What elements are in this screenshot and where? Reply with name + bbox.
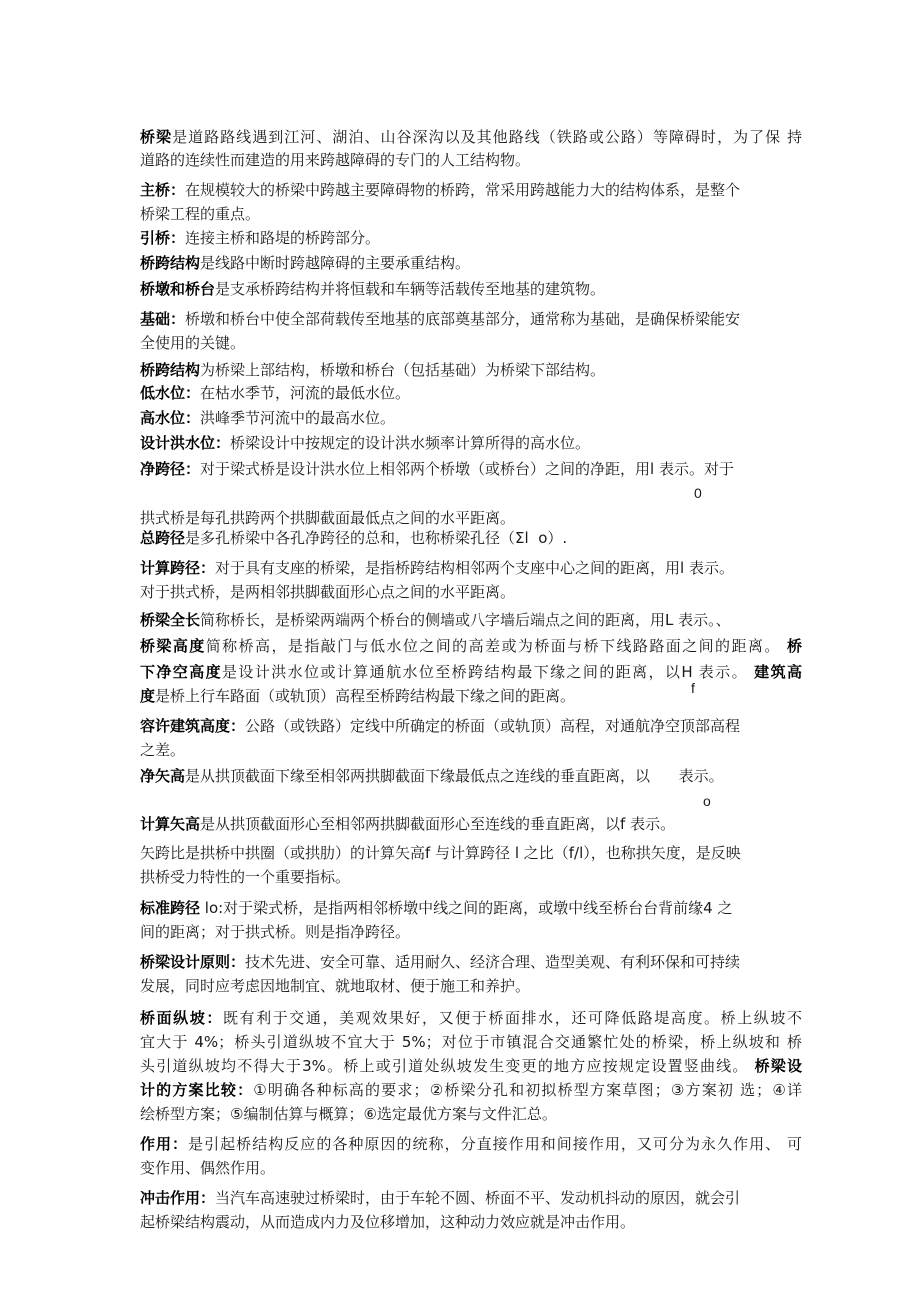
text-line: [140, 150, 802, 170]
subscript-label: f: [691, 680, 695, 696]
term-heading: 引桥：: [140, 229, 186, 247]
line-text: 技术先进、安全可靠、适用耐久、经济合理、造型美观、有利环保和可持续: [245, 953, 741, 971]
line-text: 起桥梁结构震动，从而造成内力及位移增加，这种动力效应就是冲击作用。: [140, 1213, 636, 1231]
text-line: [140, 333, 802, 353]
term-heading: 度: [140, 687, 156, 705]
line-text: 当汽车高速驶过桥梁时，由于车轮不圆、桥面不平、发动机抖动的原因，就会引: [215, 1189, 741, 1207]
text-line: [140, 1008, 802, 1028]
term-heading: 桥梁全长: [140, 611, 201, 629]
term-heading: 桥跨结构: [140, 361, 201, 379]
term-heading: 容许建筑高度：: [140, 717, 246, 735]
line-text: 是引起桥结构反应的各种原因的统称，分直接作用和间接作用，又可分为永久作用、 可: [188, 1135, 802, 1153]
line-text: 是支承桥跨结构并将恒载和车辆等活载传至地基的建筑物。: [215, 280, 606, 298]
line-text: 拱式桥是每孔拱跨两个拱脚截面最低点之间的水平距离。: [140, 509, 516, 527]
text-line: [140, 459, 802, 479]
line-text: 绘桥型方案；⑤编制估算与概算；⑥选定最优方案与文件汇总。: [140, 1105, 557, 1123]
text-line: [140, 383, 802, 403]
text-line: [140, 867, 802, 887]
term-heading: 计算跨径：: [140, 559, 216, 577]
term-heading: 桥: [786, 637, 802, 655]
term-heading: 冲击作用：: [140, 1189, 216, 1207]
subscript-label: o: [703, 793, 711, 809]
text-line: [140, 843, 802, 863]
line-text: 桥梁设计中按规定的设计洪水频率计算所得的高水位。: [230, 434, 591, 452]
term-heading: 净矢高: [140, 767, 186, 785]
text-line: [140, 662, 802, 682]
line-text: 发展，同时应考虑因地制宜、就地取材、便于施工和养护。: [140, 977, 531, 995]
text-line: [140, 1158, 802, 1178]
text-line: [140, 360, 802, 380]
text-line: [140, 1212, 802, 1232]
line-text: 对于梁式桥是设计洪水位上相邻两个桥墩（或桥台）之间的净距，用l 表示。对于: [200, 460, 734, 478]
line-text: 简称桥长，是桥梁两端两个桥台的侧墙或八字墙后端点之间的距离，用L 表示。、: [200, 611, 731, 629]
text-line: [140, 582, 802, 602]
line-text: 对于具有支座的桥梁，是指桥跨结构相邻两个支座中心之间的距离，用l 表示。: [215, 559, 734, 577]
text-line: [140, 1032, 802, 1052]
line-text: 拱桥受力特性的一个重要指标。: [140, 868, 351, 886]
line-text: 之差。: [140, 741, 186, 759]
text-line: [140, 766, 802, 786]
term-heading: 主桥：: [140, 181, 186, 199]
text-line: [140, 976, 802, 996]
term-heading: 下净空高度: [140, 663, 223, 681]
line-text: 连接主桥和路堤的桥跨部分。: [185, 229, 381, 247]
text-line: [140, 716, 802, 736]
text-line: [140, 610, 802, 630]
term-heading: 计的方案比较：: [140, 1081, 254, 1099]
line-text: 在规模较大的桥梁中跨越主要障碍物的桥跨，常采用跨越能力大的结构体系，是整个: [185, 181, 741, 199]
line-text: 宜大于 4%；桥头引道纵坡不宜大于 5%；对位于市镇混合交通繁忙处的桥梁，桥上纵坡和 桥: [140, 1033, 802, 1051]
term-heading: 标准跨径: [140, 899, 201, 917]
line-text: 矢跨比是拱桥中拱圈（或拱肋）的计算矢高f 与计算跨径 l 之比（f/l），也称拱矢度，是反映: [140, 844, 741, 862]
line-text: 公路（或铁路）定线中所确定的桥面（或轨顶）高程，对通航净空顶部高程: [245, 717, 741, 735]
text-line: [140, 433, 802, 453]
text-line: [140, 740, 802, 760]
text-line: [140, 228, 802, 248]
text-line: [140, 636, 802, 656]
term-heading: 作用：: [140, 1135, 189, 1153]
line-text: 是道路路线遇到江河、湖泊、山谷深沟以及其他路线（铁路或公路）等障碍时，为了保 持: [172, 128, 802, 146]
term-heading: 桥梁高度: [140, 637, 206, 655]
line-text: 桥梁工程的重点。: [140, 205, 261, 223]
term-heading: 总跨径: [140, 529, 186, 547]
subscript-label: 0: [694, 485, 702, 501]
term-heading: 净跨径：: [140, 460, 201, 478]
line-text: 简称桥高，是指敲门与低水位之间的高差或为桥面与桥下线路路面之间的距离。: [205, 637, 787, 655]
text-line: [140, 922, 802, 942]
text-line: [140, 309, 802, 329]
line-text: 变作用、偶然作用。: [140, 1159, 276, 1177]
text-line: [140, 1104, 802, 1124]
text-line: [140, 1134, 802, 1154]
term-heading: 设计洪水位：: [140, 434, 231, 452]
term-heading: 桥面纵坡：: [140, 1009, 223, 1027]
text-line: [140, 180, 802, 200]
term-heading: 建筑高: [754, 663, 802, 681]
term-heading: 桥梁设计原则：: [140, 953, 246, 971]
text-line: [140, 814, 802, 834]
text-line: [140, 204, 802, 224]
term-heading: 桥跨结构: [140, 254, 201, 272]
text-line: [140, 279, 802, 299]
term-heading: 高水位：: [140, 409, 201, 427]
line-text: 是线路中断时跨越障碍的主要承重结构。: [200, 254, 471, 272]
text-line: [140, 127, 802, 147]
text-line: [140, 408, 802, 428]
term-heading: 桥墩和桥台: [140, 280, 216, 298]
term-heading: 桥梁设: [754, 1057, 802, 1075]
term-heading: 基础：: [140, 310, 186, 328]
line-text: 是设计洪水位或计算通航水位至桥跨结构最下缘之间的距离，以H 表示。: [222, 663, 755, 681]
text-line: [140, 898, 802, 918]
line-text: 对于拱式桥，是两相邻拱脚截面形心点之间的水平距离。: [140, 583, 516, 601]
line-text: 是从拱顶截面形心至相邻两拱脚截面形心至连线的垂直距离，以f 表示。: [200, 815, 676, 833]
line-text: 桥墩和桥台中使全部荷载传至地基的底部奠基部分，通常称为基础，是确保桥梁能安: [185, 310, 741, 328]
term-heading: 桥梁: [140, 128, 173, 146]
text-line: [140, 558, 802, 578]
line-text: 是从拱顶截面下缘至相邻两拱脚截面下缘最低点之连线的垂直距离，以 表示。: [185, 767, 724, 785]
line-text: lo:对于梁式桥，是指两相邻桥墩中线之间的距离，或墩中线至桥台台背前缘4 之: [200, 899, 733, 917]
line-text: 为桥梁上部结构，桥墩和桥台（包括基础）为桥梁下部结构。: [200, 361, 606, 379]
term-heading: 低水位：: [140, 384, 201, 402]
line-text: 间的距离；对于拱式桥。则是指净跨径。: [140, 923, 411, 941]
line-text: 头引道纵坡均不得大于3%。桥上或引道处纵坡发生变更的地方应按规定设置竖曲线。: [140, 1057, 755, 1075]
text-line: [140, 508, 802, 528]
text-line: [140, 528, 802, 548]
line-text: 是桥上行车路面（或轨顶）高程至桥跨结构最下缘之间的距离。: [155, 687, 576, 705]
term-heading: 计算矢高: [140, 815, 201, 833]
text-line: [140, 1188, 802, 1208]
line-text: 洪峰季节河流中的最高水位。: [200, 409, 396, 427]
text-line: [140, 253, 802, 273]
text-line: [140, 686, 802, 706]
line-text: 在枯水季节，河流的最低水位。: [200, 384, 411, 402]
line-text: 既有利于交通，美观效果好，又便于桥面排水，还可降低路堤高度。桥上纵坡不: [222, 1009, 802, 1027]
line-text: ①明确各种标高的要求；②桥梁分孔和初拟桥型方案草图；③方案初 选；④详: [253, 1081, 802, 1099]
line-text: 全使用的关键。: [140, 334, 246, 352]
line-text: 是多孔桥梁中各孔净跨径的总和，也称桥梁孔径（Σl o）.: [185, 529, 568, 547]
text-line: [140, 1056, 802, 1076]
line-text: 道路的连续性而建造的用来跨越障碍的专门的人工结构物。: [140, 151, 531, 169]
text-line: [140, 952, 802, 972]
text-line: [140, 1080, 802, 1100]
